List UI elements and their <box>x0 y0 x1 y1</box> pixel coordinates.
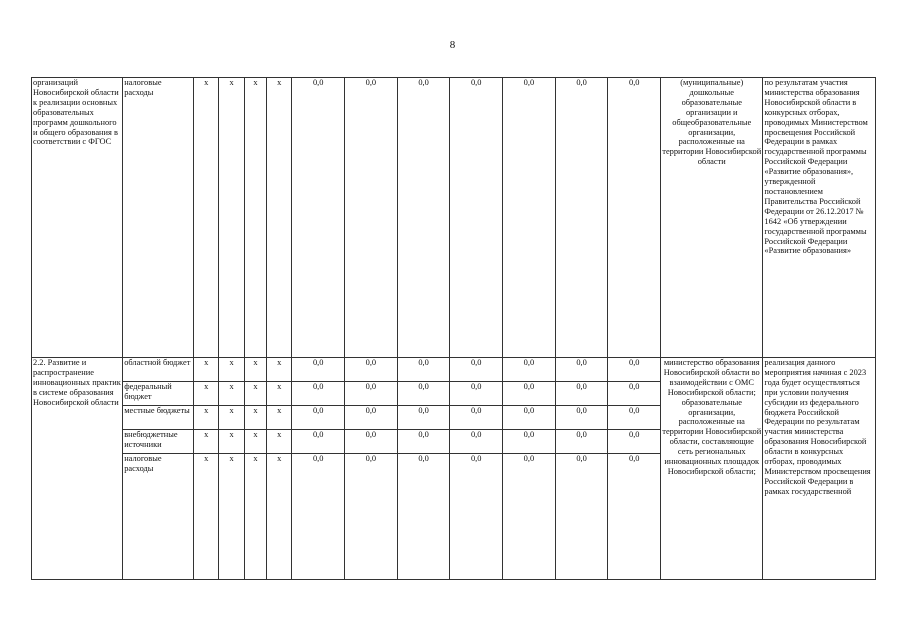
amount-cell: 0,0 <box>345 358 398 382</box>
indicator-cell: x <box>244 382 266 406</box>
amount-cell: 0,0 <box>555 382 608 406</box>
measure-name: организаций Новосибирской области к реализации основных образовательных программ дошкольного и общего образования в соответствии с ФГОС <box>32 78 123 358</box>
amount-cell: 0,0 <box>450 358 503 382</box>
indicator-cell: x <box>219 430 244 454</box>
indicator-cell: x <box>219 406 244 430</box>
amount-cell: 0,0 <box>555 454 608 580</box>
amount-cell: 0,0 <box>608 454 661 580</box>
measures-table <box>31 77 876 580</box>
indicator-cell: x <box>244 454 266 580</box>
amount-cell: 0,0 <box>292 430 345 454</box>
indicator-cell: x <box>267 358 292 382</box>
indicator-cell: x <box>194 358 219 382</box>
indicator-cell: x <box>244 406 266 430</box>
amount-cell: 0,0 <box>397 78 450 358</box>
indicator-cell: x <box>267 454 292 580</box>
amount-cell: 0,0 <box>503 454 556 580</box>
amount-cell: 0,0 <box>397 358 450 382</box>
amount-cell: 0,0 <box>608 430 661 454</box>
indicator-cell: x <box>267 406 292 430</box>
amount-cell: 0,0 <box>450 406 503 430</box>
funding-source-label: областной бюджет <box>123 358 194 382</box>
indicator-cell: x <box>267 382 292 406</box>
funding-source-label: местные бюджеты <box>123 406 194 430</box>
amount-cell: 0,0 <box>397 454 450 580</box>
amount-cell: 0,0 <box>292 406 345 430</box>
amount-cell: 0,0 <box>397 382 450 406</box>
indicator-cell: x <box>194 382 219 406</box>
indicator-cell: x <box>244 430 266 454</box>
table-row <box>32 358 876 382</box>
amount-cell: 0,0 <box>503 430 556 454</box>
funding-source-label: внебюджетные источники <box>123 430 194 454</box>
amount-cell: 0,0 <box>345 406 398 430</box>
indicator-cell: x <box>194 78 219 358</box>
amount-cell: 0,0 <box>555 430 608 454</box>
indicator-cell: x <box>194 454 219 580</box>
measure-name: 2.2. Развитие и распространение инновационных практик в системе образования Новосибирской области <box>32 358 123 580</box>
amount-cell: 0,0 <box>608 78 661 358</box>
indicator-cell: x <box>219 78 244 358</box>
indicator-cell: x <box>244 358 266 382</box>
indicator-cell: x <box>244 78 266 358</box>
amount-cell: 0,0 <box>608 382 661 406</box>
amount-cell: 0,0 <box>503 382 556 406</box>
amount-cell: 0,0 <box>345 78 398 358</box>
indicator-cell: x <box>267 430 292 454</box>
expected-result-cell: по результатам участия министерства образования Новосибирской области в конкурсных отборах, проводимых Министерством просвещения Российской Федерации в рамках государственной программы Российской Федерации «Развитие образования», утвержденной постановлением Правительства Российской Федерации от 26.12.2017 № 1642 «Об утверждении государственной программы Российской Федерации «Развитие образования» <box>763 78 876 358</box>
amount-cell: 0,0 <box>450 382 503 406</box>
executor-cell: (муниципальные) дошкольные образовательные организации и общеобразовательные организации, расположенные на территории Новосибирской области <box>661 78 763 358</box>
amount-cell: 0,0 <box>503 78 556 358</box>
amount-cell: 0,0 <box>450 78 503 358</box>
amount-cell: 0,0 <box>555 406 608 430</box>
indicator-cell: x <box>267 78 292 358</box>
amount-cell: 0,0 <box>397 430 450 454</box>
indicator-cell: x <box>194 406 219 430</box>
amount-cell: 0,0 <box>450 430 503 454</box>
amount-cell: 0,0 <box>345 454 398 580</box>
indicator-cell: x <box>194 430 219 454</box>
expected-result-cell: реализация данного мероприятия начиная с 2023 года будет осуществляться при условии получения субсидии из федерального бюджета Российской Федерации по результатам участия министерства образования Новосибирской области в конкурсных отборах, проводимых Министерством просвещения Российской Федерации в рамках государственной <box>763 358 876 580</box>
funding-source-label: налоговые расходы <box>123 454 194 580</box>
funding-source-label: федеральный бюджет <box>123 382 194 406</box>
amount-cell: 0,0 <box>503 406 556 430</box>
indicator-cell: x <box>219 454 244 580</box>
executor-cell: министерство образования Новосибирской области во взаимодействии с ОМС Новосибирской области; образовательные организации, расположенные на территории Новосибирской области, составляющие сеть региональных инновационных площадок Новосибирской области; <box>661 358 763 580</box>
amount-cell: 0,0 <box>292 382 345 406</box>
amount-cell: 0,0 <box>292 78 345 358</box>
page-number: 8 <box>449 39 456 51</box>
amount-cell: 0,0 <box>608 358 661 382</box>
amount-cell: 0,0 <box>555 78 608 358</box>
funding-source-label: налоговые расходы <box>123 78 194 358</box>
amount-cell: 0,0 <box>292 358 345 382</box>
amount-cell: 0,0 <box>450 454 503 580</box>
amount-cell: 0,0 <box>555 358 608 382</box>
amount-cell: 0,0 <box>345 430 398 454</box>
amount-cell: 0,0 <box>345 382 398 406</box>
indicator-cell: x <box>219 382 244 406</box>
amount-cell: 0,0 <box>292 454 345 580</box>
amount-cell: 0,0 <box>608 406 661 430</box>
amount-cell: 0,0 <box>397 406 450 430</box>
indicator-cell: x <box>219 358 244 382</box>
table-row <box>32 78 876 358</box>
amount-cell: 0,0 <box>503 358 556 382</box>
